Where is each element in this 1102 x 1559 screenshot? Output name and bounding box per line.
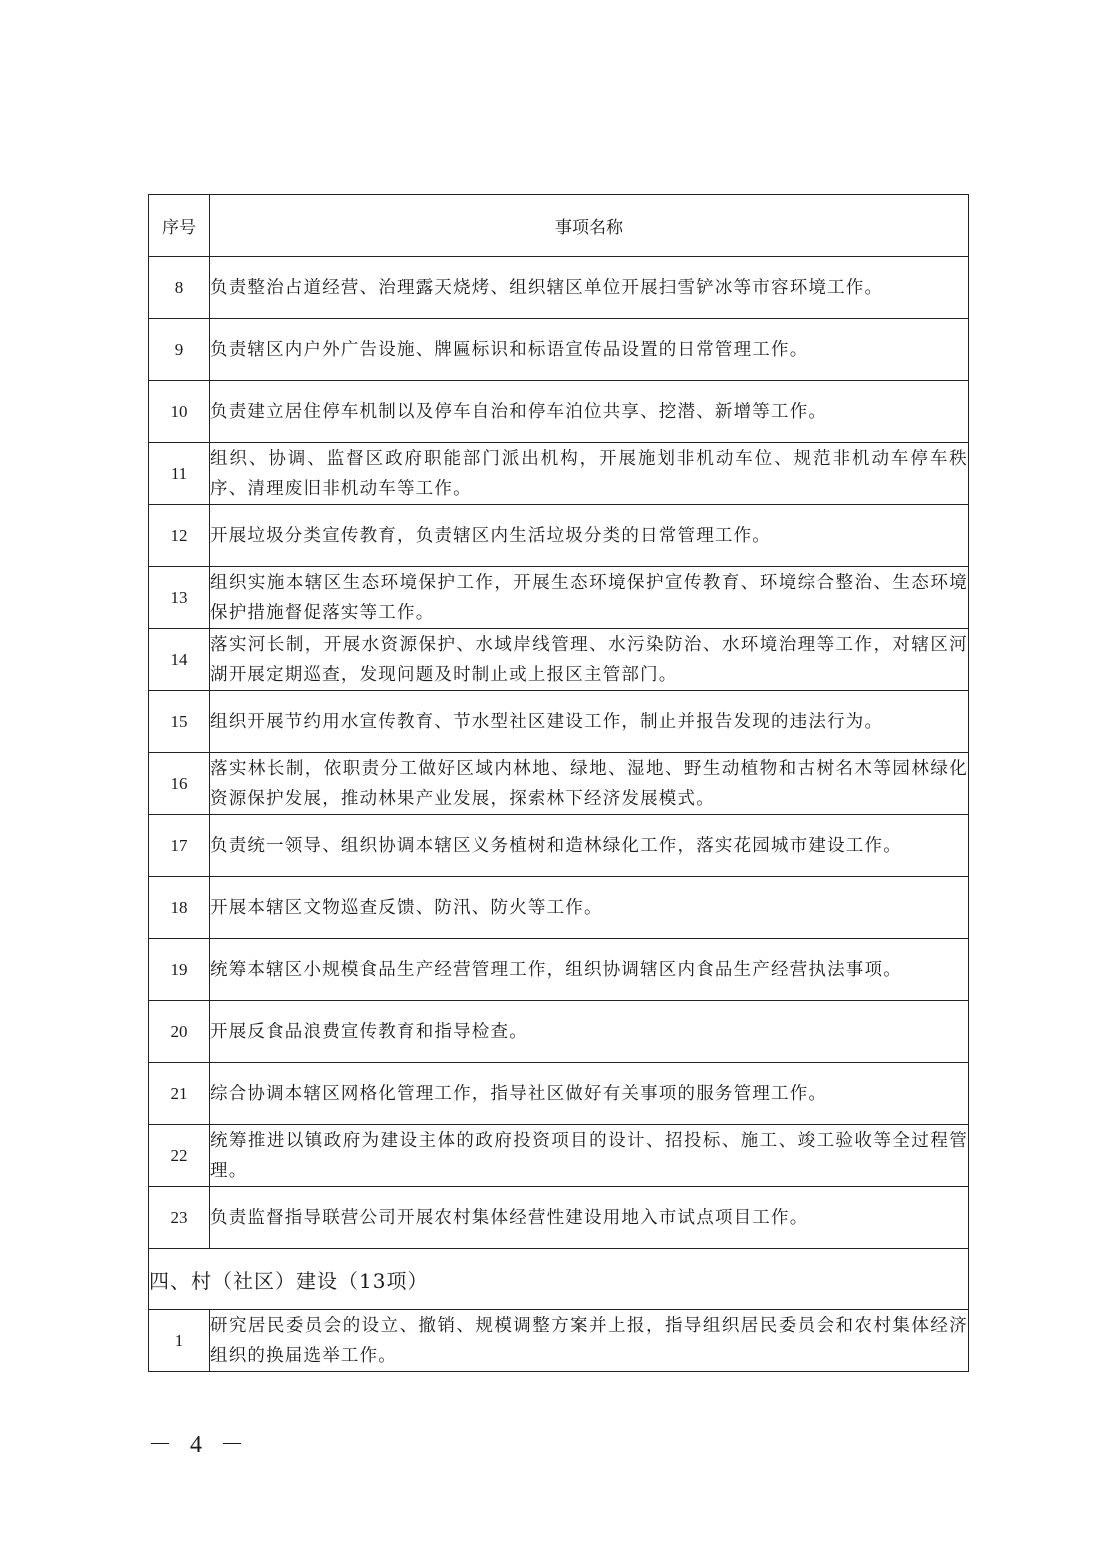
row-number: 12 — [149, 505, 210, 567]
table-row — [149, 691, 969, 753]
table-row — [149, 1187, 969, 1249]
row-number: 8 — [149, 257, 210, 319]
table-row — [149, 257, 969, 319]
table-row — [149, 939, 969, 1001]
row-number: 21 — [149, 1063, 210, 1125]
table-row — [149, 567, 969, 629]
row-item-name: 负责整治占道经营、治理露天烧烤、组织辖区单位开展扫雪铲冰等市容环境工作。 — [210, 257, 969, 319]
row-number: 1 — [149, 1310, 210, 1372]
row-item-name: 负责辖区内户外广告设施、牌匾标识和标语宣传品设置的日常管理工作。 — [210, 319, 969, 381]
row-item-name: 统筹推进以镇政府为建设主体的政府投资项目的设计、招投标、施工、竣工验收等全过程管理。 — [210, 1125, 969, 1187]
table-row — [149, 381, 969, 443]
table-row — [149, 877, 969, 939]
row-item-name: 负责建立居住停车机制以及停车自治和停车泊位共享、挖潜、新增等工作。 — [210, 381, 969, 443]
row-item-name: 开展垃圾分类宣传教育，负责辖区内生活垃圾分类的日常管理工作。 — [210, 505, 969, 567]
row-number: 10 — [149, 381, 210, 443]
row-number: 16 — [149, 753, 210, 815]
row-item-name: 开展反食品浪费宣传教育和指导检查。 — [210, 1001, 969, 1063]
items-table — [148, 194, 969, 1372]
section-heading-row — [149, 1249, 969, 1310]
row-number: 9 — [149, 319, 210, 381]
table-row — [149, 443, 969, 505]
row-number: 19 — [149, 939, 210, 1001]
table-row — [149, 629, 969, 691]
table-row — [149, 319, 969, 381]
row-item-name: 落实林长制，依职责分工做好区域内林地、绿地、湿地、野生动植物和古树名木等园林绿化资源保护发展，推动林果产业发展，探索林下经济发展模式。 — [210, 753, 969, 815]
row-number: 15 — [149, 691, 210, 753]
row-number: 13 — [149, 567, 210, 629]
row-item-name: 组织实施本辖区生态环境保护工作，开展生态环境保护宣传教育、环境综合整治、生态环境保护措施督促落实等工作。 — [210, 567, 969, 629]
row-item-name: 统筹本辖区小规模食品生产经营管理工作，组织协调辖区内食品生产经营执法事项。 — [210, 939, 969, 1001]
table-row — [149, 1063, 969, 1125]
table-row — [149, 1125, 969, 1187]
row-number: 14 — [149, 629, 210, 691]
row-number: 23 — [149, 1187, 210, 1249]
row-item-name: 组织、协调、监督区政府职能部门派出机构，开展施划非机动车位、规范非机动车停车秩序、清理废旧非机动车等工作。 — [210, 443, 969, 505]
row-number: 20 — [149, 1001, 210, 1063]
row-item-name: 开展本辖区文物巡查反馈、防汛、防火等工作。 — [210, 877, 969, 939]
row-number: 17 — [149, 815, 210, 877]
header-name: 事项名称 — [210, 195, 969, 257]
row-item-name: 负责监督指导联营公司开展农村集体经营性建设用地入市试点项目工作。 — [210, 1187, 969, 1249]
row-item-name: 落实河长制，开展水资源保护、水域岸线管理、水污染防治、水环境治理等工作，对辖区河湖开展定期巡查，发现问题及时制止或上报区主管部门。 — [210, 629, 969, 691]
row-number: 11 — [149, 443, 210, 505]
table-row — [149, 1310, 969, 1372]
row-item-name: 负责统一领导、组织协调本辖区义务植树和造林绿化工作，落实花园城市建设工作。 — [210, 815, 969, 877]
table-row — [149, 505, 969, 567]
row-number: 22 — [149, 1125, 210, 1187]
row-item-name: 组织开展节约用水宣传教育、节水型社区建设工作，制止并报告发现的违法行为。 — [210, 691, 969, 753]
table-row — [149, 1001, 969, 1063]
table-row — [149, 815, 969, 877]
section-heading: 四、村（社区）建设（13项） — [149, 1249, 969, 1310]
row-item-name: 综合协调本辖区网格化管理工作，指导社区做好有关事项的服务管理工作。 — [210, 1063, 969, 1125]
table-row — [149, 753, 969, 815]
row-item-name: 研究居民委员会的设立、撤销、规模调整方案并上报，指导组织居民委员会和农村集体经济组织的换届选举工作。 — [210, 1310, 969, 1372]
header-no: 序号 — [149, 195, 210, 257]
table-header-row — [149, 195, 969, 257]
page-number: － 4 － — [148, 1432, 250, 1458]
row-number: 18 — [149, 877, 210, 939]
